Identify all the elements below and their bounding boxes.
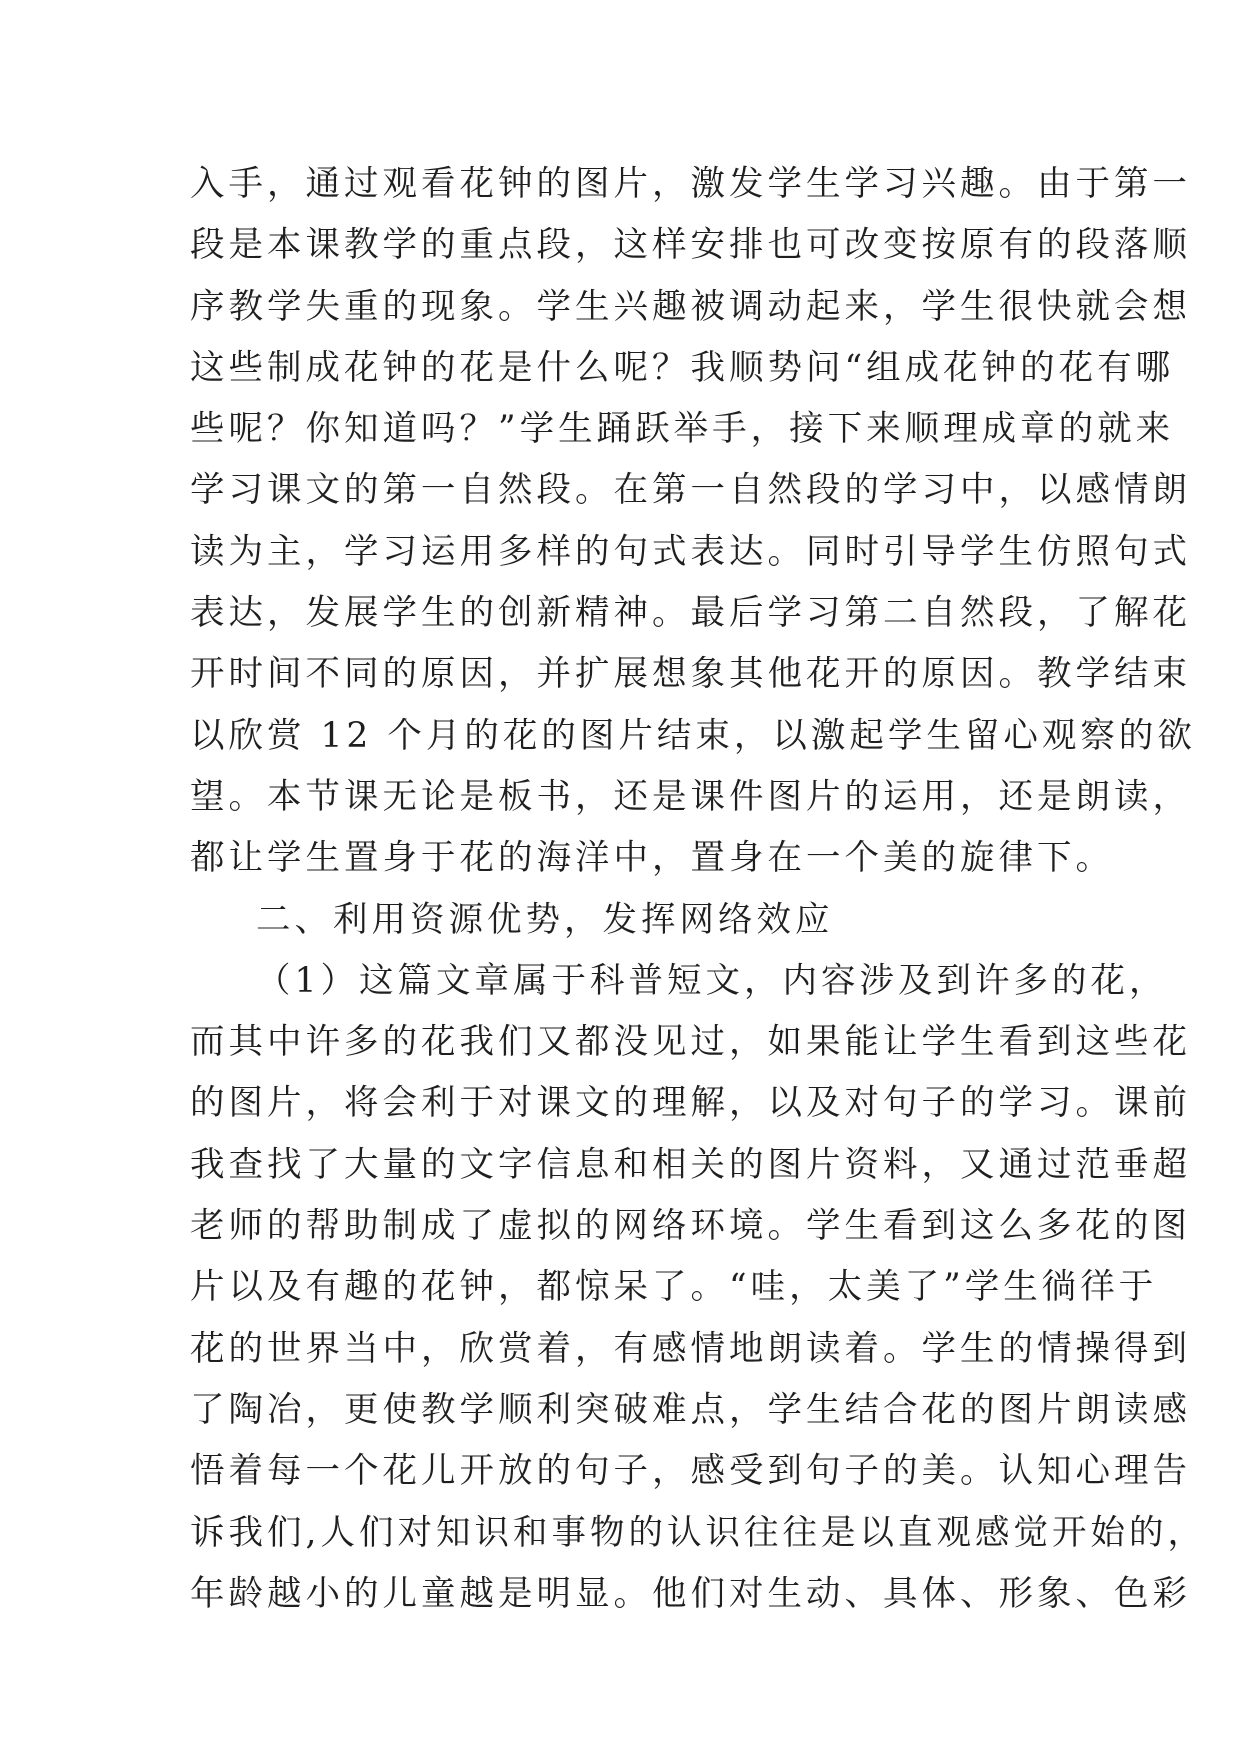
text-line: 的图片，将会利于对课文的理解，以及对句子的学习。课前: [190, 1083, 1191, 1124]
text-line: 诉我们,人们对知识和事物的认识往往是以直观感觉开始的，: [190, 1512, 1206, 1553]
text-line: 开时间不同的原因，并扩展想象其他花开的原因。教学结束: [190, 654, 1191, 695]
section-heading: 二、利用资源优势，发挥网络效应: [256, 899, 834, 940]
text-line: 读为主，学习运用多样的句式表达。同时引导学生仿照句式: [190, 531, 1191, 572]
text-line: 花的世界当中，欣赏着，有感情地朗读着。学生的情操得到: [190, 1328, 1191, 1369]
text-line: （1）这篇文章属于科普短文，内容涉及到许多的花，: [256, 960, 1168, 1001]
text-line: 望。本节课无论是板书，还是课件图片的运用，还是朗读，: [190, 776, 1191, 817]
text-line: 老师的帮助制成了虚拟的网络环境。学生看到这么多花的图: [190, 1206, 1191, 1247]
text-line: 以欣赏 12 个月的花的图片结束，以激起学生留心观察的欲: [190, 715, 1196, 756]
text-line: 学习课文的第一自然段。在第一自然段的学习中，以感情朗: [190, 470, 1191, 511]
text-line: 些呢？你知道吗？”学生踊跃举手，接下来顺理成章的就来: [190, 409, 1175, 450]
text-line: 都让学生置身于花的海洋中，置身在一个美的旋律下。: [190, 838, 1114, 879]
text-line: 表达，发展学生的创新精神。最后学习第二自然段，了解花: [190, 593, 1191, 634]
document-body: [190, 154, 1206, 1625]
text-line: 了陶冶，更使教学顺利突破难点，学生结合花的图片朗读感: [190, 1389, 1191, 1430]
text-line: 段是本课教学的重点段，这样安排也可改变按原有的段落顺: [190, 225, 1191, 266]
text-line: 入手，通过观看花钟的图片，激发学生学习兴趣。由于第一: [190, 164, 1191, 204]
text-line: 而其中许多的花我们又都没见过，如果能让学生看到这些花: [190, 1022, 1191, 1063]
text-line: 这些制成花钟的花是什么呢？我顺势问“组成花钟的花有哪: [190, 347, 1175, 388]
text-line: 片以及有趣的花钟，都惊呆了。“哇，太美了”学生徜徉于: [190, 1267, 1158, 1308]
text-line: 序教学失重的现象。学生兴趣被调动起来，学生很快就会想: [190, 286, 1191, 327]
text-line: 年龄越小的儿童越是明显。他们对生动、具体、形象、色彩: [190, 1573, 1191, 1614]
text-line: 我查找了大量的文字信息和相关的图片资料，又通过范垂超: [190, 1144, 1191, 1185]
text-line: 悟着每一个花儿开放的句子，感受到句子的美。认知心理告: [190, 1451, 1191, 1492]
